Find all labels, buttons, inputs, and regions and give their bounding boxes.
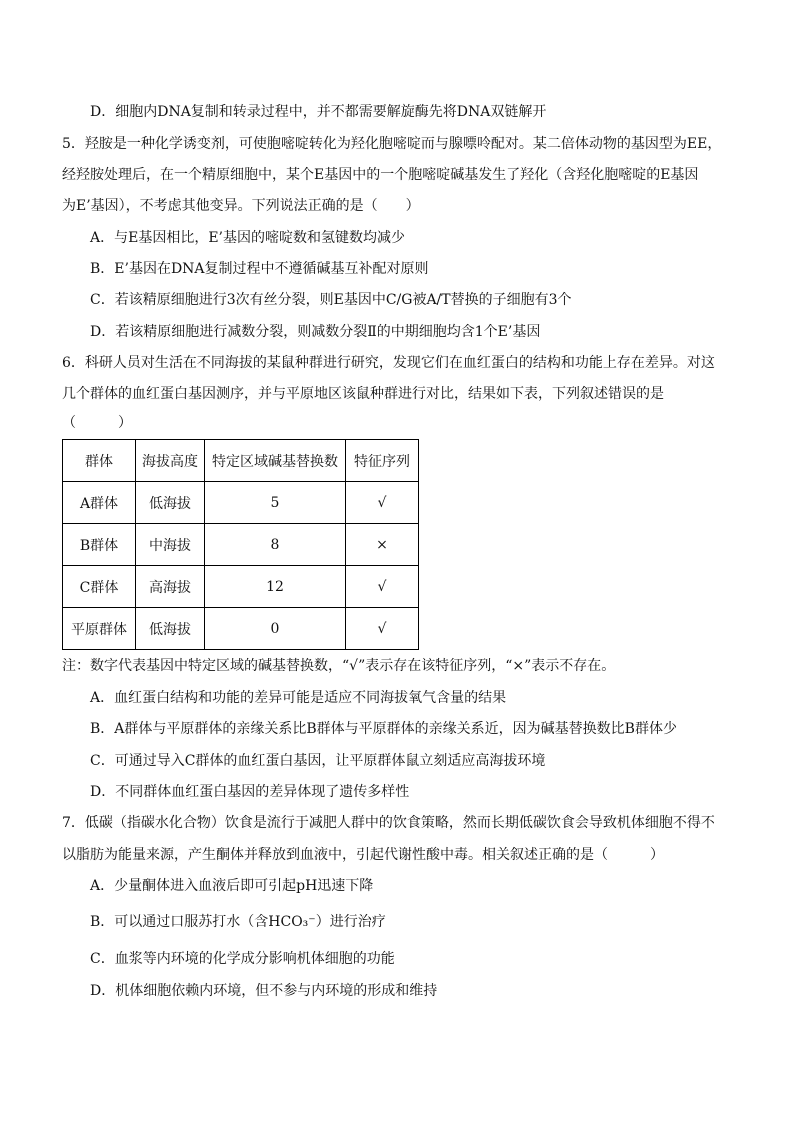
q5-option-a: A．与E基因相比，E’基因的嘧啶数和氢键数均减少: [90, 230, 405, 246]
table-cell: 8: [205, 524, 346, 566]
table-header: 特征序列: [346, 440, 419, 482]
q6-option-b: B．A群体与平原群体的亲缘关系比B群体与平原群体的亲缘关系近，因为碱基替换数比B群体少: [90, 721, 677, 737]
table-cell: 平原群体: [63, 608, 136, 650]
table-cell: 低海拔: [136, 608, 205, 650]
table-header-row: [63, 440, 419, 482]
table-cell: 5: [205, 482, 346, 524]
q6-table-note: 注：数字代表基因中特定区域的碱基替换数，“√”表示存在该特征序列，“×”表示不存在。: [62, 658, 616, 674]
table-cell: ×: [346, 524, 419, 566]
table-cell: 12: [205, 566, 346, 608]
table-header: 特定区域碱基替换数: [205, 440, 346, 482]
table-row: [63, 566, 419, 608]
q6-option-c: C．可通过导入C群体的血红蛋白基因，让平原群体鼠立刻适应高海拔环境: [90, 753, 546, 769]
q5-stem-line-3: 为E’基因），不考虑其他变异。下列说法正确的是（ ）: [62, 198, 420, 214]
q6-data-table: [62, 439, 419, 650]
table-cell: √: [346, 608, 419, 650]
table-cell: 中海拔: [136, 524, 205, 566]
q6-option-d: D．不同群体血红蛋白基因的差异体现了遗传多样性: [90, 784, 410, 800]
q4-option-d: D．细胞内DNA复制和转录过程中，并不都需要解旋酶先将DNA双链解开: [90, 104, 547, 120]
q5-stem-line-2: 经羟胺处理后，在一个精原细胞中，某个E基因中的一个胞嘧啶碱基发生了羟化（含羟化胞嘧啶的E基因: [62, 167, 699, 183]
q7-stem-line-1: 7．低碳（指碳水化合物）饮食是流行于减肥人群中的饮食策略，然而长期低碳饮食会导致机体细胞不得不: [62, 815, 715, 831]
q5-option-d: D．若该精原细胞进行减数分裂，则减数分裂Ⅱ的中期细胞均含1个E’基因: [90, 324, 541, 340]
q7-option-b: B．可以通过口服苏打水（含HCO₃⁻）进行治疗: [90, 914, 386, 930]
table-cell: A群体: [63, 482, 136, 524]
table-row: [63, 524, 419, 566]
table-header: 海拔高度: [136, 440, 205, 482]
table-cell: √: [346, 566, 419, 608]
q6-stem-line-2: 几个群体的血红蛋白基因测序，并与平原地区该鼠种群进行对比，结果如下表，下列叙述错误的是: [62, 386, 664, 402]
table-header: 群体: [63, 440, 136, 482]
q7-option-c: C．血浆等内环境的化学成分影响机体细胞的功能: [90, 951, 395, 967]
table-cell: 0: [205, 608, 346, 650]
q6-stem-line-1: 6．科研人员对生活在不同海拔的某鼠种群进行研究，发现它们在血红蛋白的结构和功能上存在差异。对这: [62, 355, 715, 371]
table-cell: B群体: [63, 524, 136, 566]
table-cell: 高海拔: [136, 566, 205, 608]
q6-stem-line-3: （ ）: [62, 415, 132, 431]
table-cell: 低海拔: [136, 482, 205, 524]
q6-option-a: A．血红蛋白结构和功能的差异可能是适应不同海拔氧气含量的结果: [90, 690, 507, 706]
table-row: [63, 608, 419, 650]
table-cell: C群体: [63, 566, 136, 608]
q5-option-b: B．E’基因在DNA复制过程中不遵循碱基互补配对原则: [90, 261, 429, 277]
q7-stem-line-2: 以脂肪为能量来源，产生酮体并释放到血液中，引起代谢性酸中毒。相关叙述正确的是（ ）: [62, 847, 664, 863]
q7-option-d: D．机体细胞依赖内环境，但不参与内环境的形成和维持: [90, 983, 438, 999]
table-row: [63, 482, 419, 524]
table-cell: √: [346, 482, 419, 524]
q7-option-a: A．少量酮体进入血液后即可引起pH迅速下降: [90, 878, 374, 894]
q5-stem-line-1: 5．羟胺是一种化学诱变剂，可使胞嘧啶转化为羟化胞嘧啶而与腺嘌呤配对。某二倍体动物的基因型为EE，: [62, 136, 722, 152]
q5-option-c: C．若该精原细胞进行3次有丝分裂，则E基因中C/G被A/T替换的子细胞有3个: [90, 292, 572, 308]
